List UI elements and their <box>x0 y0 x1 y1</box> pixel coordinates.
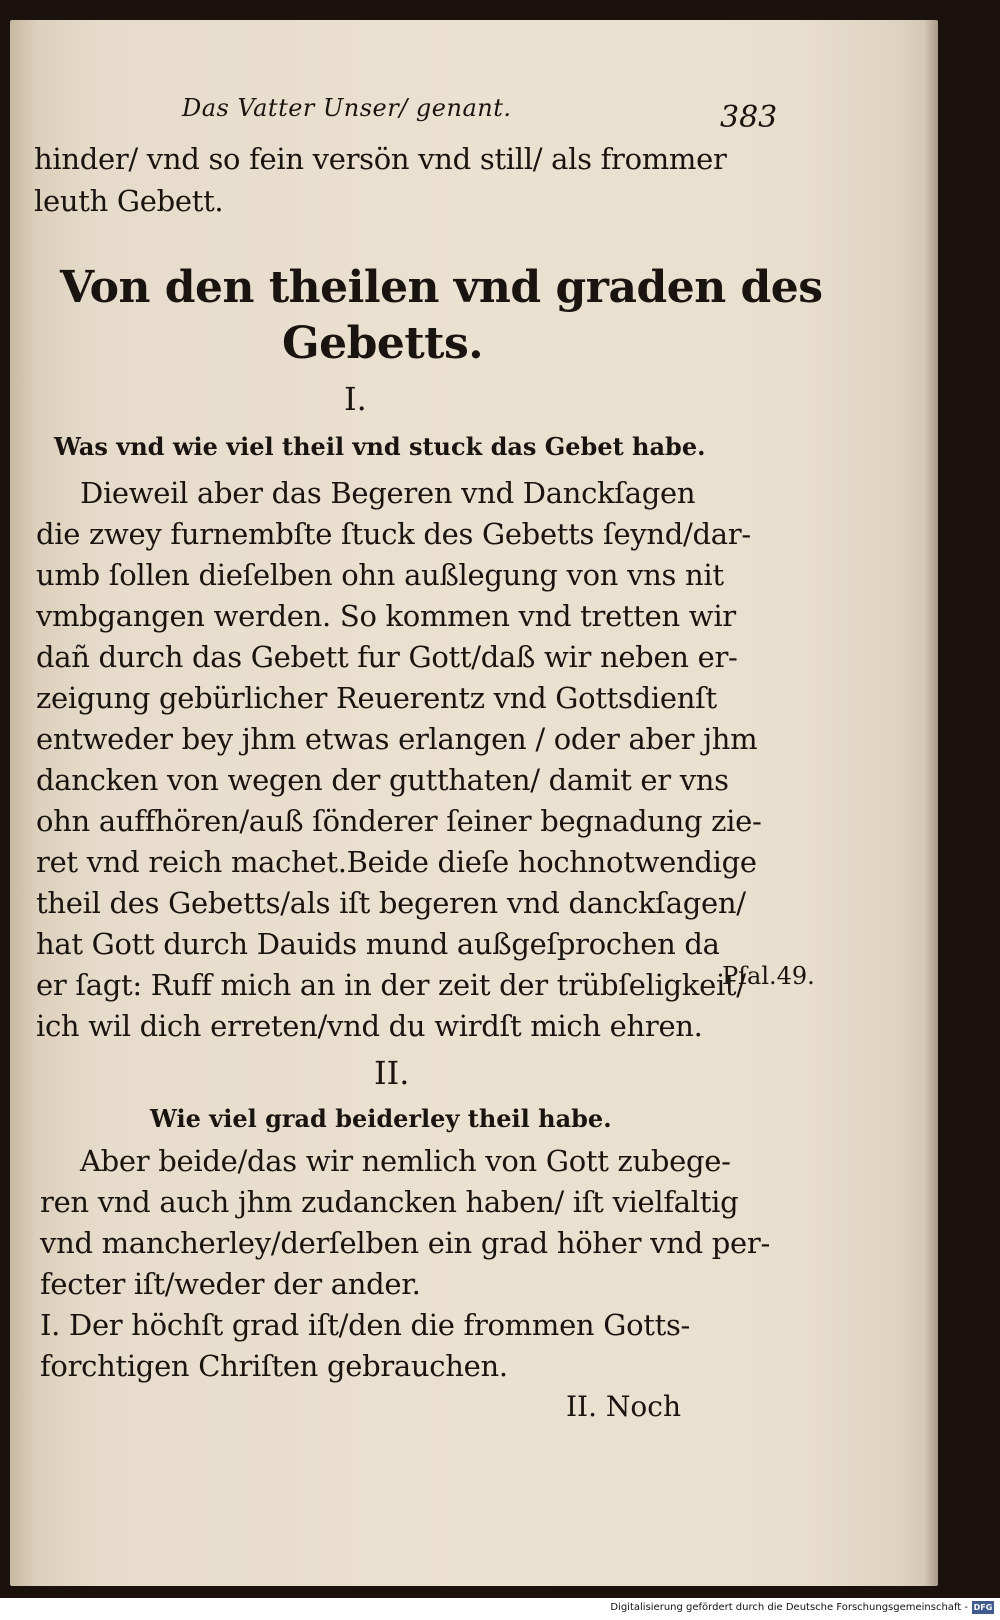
section-numeral: II. <box>374 1054 410 1092</box>
text-line: Aber beide/das wir nemlich von Gott zubege- <box>80 1144 731 1178</box>
text-line: dancken von wegen der gutthaten/ damit er vns <box>36 763 729 797</box>
text-line: forchtigen Chriſten gebrauchen. <box>40 1349 508 1383</box>
text-line: entweder bey jhm etwas erlangen / oder aber jhm <box>36 722 758 756</box>
text-line: er ſagt: Ruff mich an in der zeit der trübſeligkeit/ <box>36 968 746 1002</box>
text-line: zeigung gebürlicher Reuerentz vnd Gottsdienſt <box>36 681 717 715</box>
text-line: umb ſollen dieſelben ohn außlegung von vns nit <box>36 558 724 592</box>
text-line: hinder/ vnd so fein versön vnd still/ als frommer <box>34 142 727 176</box>
text-line: vnd mancherley/derſelben ein grad höher vnd per- <box>40 1226 770 1260</box>
section-subhead: Wie viel grad beiderley theil habe. <box>150 1104 612 1133</box>
text-line: fecter iſt/weder der ander. <box>40 1267 421 1301</box>
section-subhead: Was vnd wie viel theil vnd stuck das Gebet habe. <box>54 432 706 461</box>
running-head: Das Vatter Unser/ genant. <box>182 94 512 122</box>
text-line: hat Gott durch Dauids mund außgeſprochen da <box>36 927 720 961</box>
text-line: vmbgangen werden. So kommen vnd tretten wir <box>36 599 736 633</box>
text-line: ret vnd reich machet.Beide dieſe hochnotwendige <box>36 845 757 879</box>
text-line: Dieweil aber das Begeren vnd Danckſagen <box>80 476 696 510</box>
text-line: die zwey furnembſte ſtuck des Gebetts ſeynd/dar- <box>36 517 751 551</box>
text-line: dañ durch das Gebett fur Gott/daß wir neben er- <box>36 640 738 674</box>
catchword: II. Noch <box>566 1390 681 1423</box>
text-line: theil des Gebetts/als iſt begeren vnd danckſagen/ <box>36 886 746 920</box>
page-number: 383 <box>720 100 778 135</box>
footer-credit: Digitalisierung gefördert durch die Deutsche Forschungsgemeinschaft - <box>610 1602 968 1613</box>
section-heading: Von den theilen vnd graden des <box>60 262 823 313</box>
section-heading: Gebetts. <box>282 318 484 369</box>
page-gutter-shadow <box>924 20 938 1586</box>
text-line: leuth Gebett. <box>34 184 224 218</box>
section-numeral: I. <box>344 380 367 418</box>
text-line: ren vnd auch jhm zudancken haben/ iſt vielfaltig <box>40 1185 739 1219</box>
text-line: ich wil dich erreten/vnd du wirdſt mich ehren. <box>36 1009 703 1043</box>
dfg-logo[interactable]: DFG <box>973 1603 993 1612</box>
text-line: I. Der höchſt grad iſt/den die frommen Gotts- <box>40 1308 691 1342</box>
text-line: ohn auffhören/auß ſönderer ſeiner begnadung zie- <box>36 804 762 838</box>
margin-note: Pſal.49. <box>722 962 815 990</box>
